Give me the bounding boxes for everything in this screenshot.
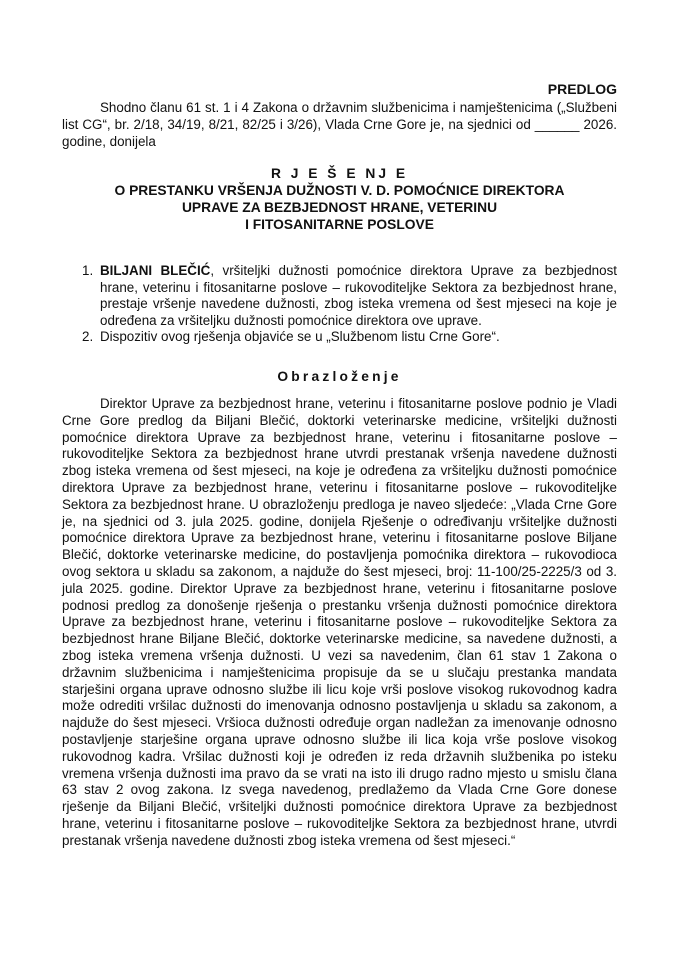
intro-paragraph: Shodno članu 61 st. 1 i 4 Zakona o državnim službenicima i namještenicima („Službeni list CG“, br. 2/18, 34/19, 8/21, 82/25 i 3/26), Vlada Crne Gore je, na sjednici od ______ 2026. godine, donijela: [62, 100, 617, 150]
proposal-label: PREDLOG: [547, 81, 617, 97]
person-name: BILJANI BLEČIĆ: [100, 263, 211, 278]
decision-items: [82, 263, 617, 346]
explanation-heading: Obrazloženje: [277, 369, 402, 384]
decision-title-line-2: UPRAVE ZA BEZBJEDNOST HRANE, VETERINU: [181, 200, 498, 215]
decision-heading: R J E Š E NJ E: [270, 166, 409, 181]
item-text: , vršiteljki dužnosti pomoćnice direktora Uprave za bezbjednost hrane, veterinu i fitosanitarne poslove – rukovoditeljke Sektora za bezbjednost hrane, prestaje vršenje navedene dužnosti, zbog isteka vremena od šest mjeseci na koje je određena za vršiteljku dužnosti pomoćnice direktora ove uprave.: [100, 263, 617, 328]
decision-title-line-1: O PRESTANKU VRŠENJA DUŽNOSTI V. D. POMOĆNICE DIREKTORA: [114, 183, 565, 198]
decision-item: [82, 329, 617, 346]
explanation-body: Direktor Uprave za bezbjednost hrane, veterinu i fitosanitarne poslove podnio je Vladi Crne Gore predlog da Biljani Blečić, doktorki veterinarske medicine, vršiteljki dužnosti pomoćnice direktora Uprave za bezbjednost hrane, veterinu i fitosanitarne poslove – rukovoditeljke Sektora za bezbjednost hrane utvrdi prestanak vršenja navedene dužnosti zbog isteka vremena od šest mjeseci, na koje je određena za vršiteljku dužnosti pomoćnice direktora Uprave za bezbjednost hrane, veterinu i fitosanitarne poslove – rukovoditeljke Sektora za bezbjednost hrane. U obrazloženju predloga je naveo sljedeće: „Vlada Crne Gore je, na sjednici od 3. jula 2025. godine, donijela Rješenje o određivanju vršiteljke dužnosti pomoćnice direktora Uprave za bezbjednost hrane, veterinu i fitosanitarne poslove Biljane Blečić, doktorke veterinarske medicine, do postavljenja pomoćnika direktora – rukovodioca ovog sektora u skladu sa zakonom, a najduže do šest mjeseci, broj: 11-100/25-2225/3 od 3. jula 2025. godine. Direktor Uprave za bezbjednost hrane, veterinu i fitosanitarne poslove podnosi predlog za donošenje rješenja o prestanku vršenja dužnosti pomoćnice direktora Uprave za bezbjednost hrane, veterinu i fitosanitarne poslove – rukovoditeljke Sektora za bezbjednost hrane Biljane Blečić, doktorke veterinarske medicine, sa navedene dužnosti, a zbog isteka vremena vršenja dužnosti. U vezi sa navedenim, član 61 stav 1 Zakona o državnim službenicima i namještenicima propisuje da se u slučaju prestanka mandata starješini organa uprave odnosno službe ili licu koje vrši poslove visokog rukovodnog kadra može odrediti vršilac dužnosti do imenovanja odnosno postavljenja u skladu sa zakonom, a najduže do šest mjeseci. Vršioca dužnosti određuje organ nadležan za imenovanje odnosno postavljenje starješine organa uprave odnosno službe ili lica koja vrše poslove visokog rukovodnog kadra. Vršilac dužnosti koji je određen iz reda državnih službenika po isteku vremena vršenja dužnosti ima pravo da se vrati na isto ili drugo radno mjesto u smislu člana 63 stav 2 ovog zakona. Iz svega navedenog, predlažemo da Vlada Crne Gore donese rješenje da Biljani Blečić, vršiteljki dužnosti pomoćnice direktora Uprave za bezbjednost hrane, veterinu i fitosanitarne poslove – rukovoditeljke Sektora za bezbjednost hrane, utvrdi prestanak vršenja navedene dužnosti zbog isteka vremena od šest mjeseci.“: [62, 396, 617, 848]
item-text: Dispozitiv ovog rješenja objaviće se u „Službenom listu Crne Gore“.: [100, 329, 500, 345]
decision-item: [82, 263, 617, 329]
decision-title: [62, 165, 617, 233]
decision-title-line-3: I FITOSANITARNE POSLOVE: [245, 217, 434, 232]
item-number: 2.: [82, 329, 94, 345]
item-number: 1.: [82, 263, 94, 278]
